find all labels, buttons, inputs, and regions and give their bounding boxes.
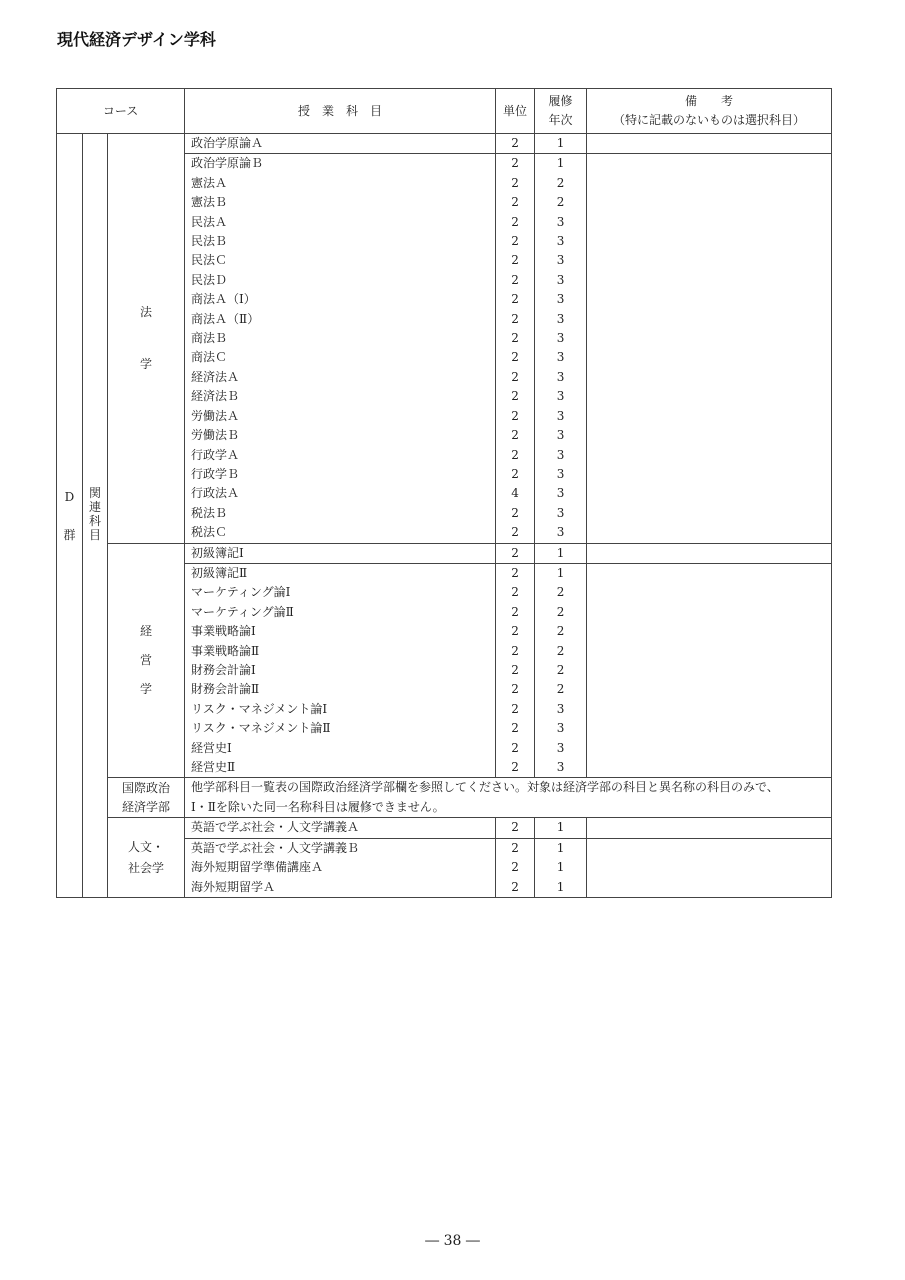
subject-cell: 民法Ａ — [185, 213, 496, 232]
units-cell: 2 — [496, 290, 535, 309]
table-row-international — [57, 778, 832, 818]
subject-cell: 商法Ｃ — [185, 348, 496, 367]
table-row — [57, 134, 832, 154]
units-cell: 2 — [496, 563, 535, 583]
units-cell: 2 — [496, 739, 535, 758]
remarks-cell — [587, 603, 832, 622]
remarks-cell — [587, 818, 832, 838]
subject-cell: 英語で学ぶ社会・人文学講義Ａ — [185, 818, 496, 838]
remarks-cell — [587, 523, 832, 543]
year-cell: 3 — [535, 290, 587, 309]
units-cell: 2 — [496, 387, 535, 406]
remarks-cell — [587, 878, 832, 898]
subject-cell: 税法Ｃ — [185, 523, 496, 543]
section-label-char: 学 — [140, 357, 153, 372]
year-cell: 3 — [535, 504, 587, 523]
international-label-line1: 国際政治 — [122, 780, 171, 795]
group-label-line1: D — [64, 489, 75, 504]
subject-cell: 行政法Ａ — [185, 484, 496, 503]
year-cell: 2 — [535, 193, 587, 212]
units-cell: 2 — [496, 818, 535, 838]
year-cell: 2 — [535, 622, 587, 641]
subject-cell: 経営史Ⅱ — [185, 758, 496, 778]
year-cell: 3 — [535, 739, 587, 758]
section-label-char: 学 — [140, 681, 153, 696]
remarks-cell — [587, 193, 832, 212]
section-label-text — [140, 286, 152, 390]
subject-cell: 政治学原論Ａ — [185, 134, 496, 154]
section-label-text — [140, 617, 152, 704]
humanities-label-line1: 人文・ — [128, 839, 165, 854]
subject-cell: 憲法Ａ — [185, 174, 496, 193]
subject-cell: 行政学Ｂ — [185, 465, 496, 484]
remarks-cell — [587, 465, 832, 484]
units-cell: 2 — [496, 368, 535, 387]
year-cell: 1 — [535, 838, 587, 858]
subject-cell: 商法Ａ（Ⅰ） — [185, 290, 496, 309]
units-cell: 2 — [496, 426, 535, 445]
remarks-cell — [587, 758, 832, 778]
year-cell: 3 — [535, 271, 587, 290]
international-notice-line2: Ⅰ・Ⅱを除いた同一名称科目は履修できません。 — [191, 799, 445, 814]
year-cell: 2 — [535, 661, 587, 680]
remarks-cell — [587, 213, 832, 232]
remarks-cell — [587, 739, 832, 758]
year-cell: 3 — [535, 523, 587, 543]
year-cell: 3 — [535, 213, 587, 232]
section-label-char: 法 — [140, 305, 153, 320]
remarks-cell — [587, 407, 832, 426]
remarks-cell — [587, 563, 832, 583]
table-header-row — [57, 89, 832, 134]
international-label-line2: 経済学部 — [122, 799, 171, 814]
year-cell: 1 — [535, 818, 587, 838]
year-cell: 3 — [535, 348, 587, 367]
remarks-cell — [587, 368, 832, 387]
remarks-cell — [587, 642, 832, 661]
year-cell: 3 — [535, 758, 587, 778]
header-year-line1: 履修 — [548, 94, 573, 108]
group-label-text — [63, 478, 75, 554]
remarks-cell — [587, 426, 832, 445]
category-label — [83, 134, 108, 898]
remarks-cell — [587, 329, 832, 348]
header-remarks — [587, 89, 832, 134]
remarks-cell — [587, 838, 832, 858]
year-cell: 2 — [535, 174, 587, 193]
units-cell: 2 — [496, 603, 535, 622]
remarks-cell — [587, 700, 832, 719]
subject-cell: 経済法Ａ — [185, 368, 496, 387]
year-cell: 1 — [535, 563, 587, 583]
subject-cell: 商法Ａ（Ⅱ） — [185, 310, 496, 329]
subject-cell: リスク・マネジメント論Ⅰ — [185, 700, 496, 719]
subject-cell: マーケティング論Ⅰ — [185, 583, 496, 602]
remarks-cell — [587, 622, 832, 641]
header-remarks-line1: 備 考 — [685, 94, 734, 108]
units-cell: 2 — [496, 174, 535, 193]
remarks-cell — [587, 484, 832, 503]
year-cell: 3 — [535, 368, 587, 387]
remarks-cell — [587, 154, 832, 174]
year-cell: 2 — [535, 680, 587, 699]
header-year — [535, 89, 587, 134]
units-cell: 2 — [496, 523, 535, 543]
subject-cell: 財務会計論Ⅰ — [185, 661, 496, 680]
remarks-cell — [587, 348, 832, 367]
curriculum-table — [56, 88, 832, 898]
units-cell: 2 — [496, 154, 535, 174]
subject-cell: マーケティング論Ⅱ — [185, 603, 496, 622]
units-cell: 2 — [496, 543, 535, 563]
units-cell: 2 — [496, 719, 535, 738]
year-cell: 2 — [535, 642, 587, 661]
remarks-cell — [587, 232, 832, 251]
humanities-label-text — [128, 837, 164, 879]
units-cell: 2 — [496, 251, 535, 270]
remarks-cell — [587, 271, 832, 290]
table-row — [57, 543, 832, 563]
subject-cell: 民法Ｂ — [185, 232, 496, 251]
subject-cell: 経営史Ⅰ — [185, 739, 496, 758]
remarks-cell — [587, 661, 832, 680]
subject-cell: リスク・マネジメント論Ⅱ — [185, 719, 496, 738]
units-cell: 2 — [496, 310, 535, 329]
year-cell: 3 — [535, 407, 587, 426]
header-subject: 授 業 科 目 — [185, 89, 496, 134]
subject-cell: 海外短期留学Ａ — [185, 878, 496, 898]
remarks-cell — [587, 174, 832, 193]
remarks-cell — [587, 290, 832, 309]
units-cell: 2 — [496, 348, 535, 367]
units-cell: 2 — [496, 465, 535, 484]
subject-cell: 政治学原論Ｂ — [185, 154, 496, 174]
section-label — [108, 543, 185, 778]
group-label-line2: 群 — [63, 527, 76, 542]
units-cell: 2 — [496, 504, 535, 523]
subject-cell: 税法Ｂ — [185, 504, 496, 523]
year-cell: 2 — [535, 583, 587, 602]
subject-cell: 労働法Ｂ — [185, 426, 496, 445]
header-year-line2: 年次 — [548, 113, 573, 127]
subject-cell: 行政学Ａ — [185, 446, 496, 465]
table-body — [57, 134, 832, 898]
year-cell: 3 — [535, 700, 587, 719]
header-remarks-line2: （特に記載のないものは選択科目） — [613, 113, 806, 127]
units-cell: 2 — [496, 232, 535, 251]
year-cell: 3 — [535, 310, 587, 329]
humanities-label — [108, 818, 185, 898]
category-label-text: 関連科目 — [88, 485, 101, 542]
section-label-char: 営 — [140, 652, 153, 667]
humanities-label-line2: 社会学 — [128, 860, 165, 875]
remarks-cell — [587, 310, 832, 329]
subject-cell: 財務会計論Ⅱ — [185, 680, 496, 699]
year-cell: 3 — [535, 719, 587, 738]
year-cell: 2 — [535, 603, 587, 622]
units-cell: 2 — [496, 329, 535, 348]
units-cell: 2 — [496, 858, 535, 877]
section-label-char: 経 — [140, 623, 153, 638]
subject-cell: 労働法Ａ — [185, 407, 496, 426]
year-cell: 3 — [535, 329, 587, 348]
subject-cell: 海外短期留学準備講座Ａ — [185, 858, 496, 877]
units-cell: 2 — [496, 622, 535, 641]
section-label — [108, 134, 185, 544]
subject-cell: 商法Ｂ — [185, 329, 496, 348]
remarks-cell — [587, 543, 832, 563]
subject-cell: 初級簿記Ⅰ — [185, 543, 496, 563]
year-cell: 3 — [535, 465, 587, 484]
international-label — [108, 778, 185, 818]
remarks-cell — [587, 387, 832, 406]
units-cell: 2 — [496, 407, 535, 426]
units-cell: 2 — [496, 758, 535, 778]
year-cell: 3 — [535, 446, 587, 465]
year-cell: 1 — [535, 134, 587, 154]
units-cell: 2 — [496, 680, 535, 699]
year-cell: 1 — [535, 154, 587, 174]
remarks-cell — [587, 134, 832, 154]
subject-cell: 経済法Ｂ — [185, 387, 496, 406]
page-title: 現代経済デザイン学科 — [57, 30, 216, 49]
year-cell: 3 — [535, 232, 587, 251]
subject-cell: 民法Ｃ — [185, 251, 496, 270]
page-number: ― 38 ― — [425, 1233, 480, 1249]
units-cell: 2 — [496, 700, 535, 719]
units-cell: 2 — [496, 446, 535, 465]
units-cell: 2 — [496, 193, 535, 212]
header-units: 単位 — [496, 89, 535, 134]
remarks-cell — [587, 680, 832, 699]
group-label — [57, 134, 83, 898]
international-label-text — [122, 779, 170, 817]
subject-cell: 事業戦略論Ⅰ — [185, 622, 496, 641]
units-cell: 2 — [496, 642, 535, 661]
units-cell: 4 — [496, 484, 535, 503]
remarks-cell — [587, 446, 832, 465]
units-cell: 2 — [496, 583, 535, 602]
year-cell: 3 — [535, 426, 587, 445]
remarks-cell — [587, 504, 832, 523]
units-cell: 2 — [496, 213, 535, 232]
subject-cell: 民法Ｄ — [185, 271, 496, 290]
international-notice-line1: 他学部科目一覧表の国際政治経済学部欄を参照してください。対象は経済学部の科目と異名称の科目のみで、 — [191, 780, 779, 795]
remarks-cell — [587, 583, 832, 602]
year-cell: 3 — [535, 251, 587, 270]
table-row — [57, 818, 832, 838]
year-cell: 3 — [535, 387, 587, 406]
units-cell: 2 — [496, 271, 535, 290]
year-cell: 1 — [535, 878, 587, 898]
units-cell: 2 — [496, 838, 535, 858]
subject-cell: 初級簿記Ⅱ — [185, 563, 496, 583]
subject-cell: 憲法Ｂ — [185, 193, 496, 212]
year-cell: 3 — [535, 484, 587, 503]
units-cell: 2 — [496, 134, 535, 154]
year-cell: 1 — [535, 543, 587, 563]
units-cell: 2 — [496, 661, 535, 680]
units-cell: 2 — [496, 878, 535, 898]
year-cell: 1 — [535, 858, 587, 877]
international-notice — [185, 778, 832, 818]
remarks-cell — [587, 858, 832, 877]
remarks-cell — [587, 719, 832, 738]
header-course: コース — [57, 89, 185, 134]
subject-cell: 事業戦略論Ⅱ — [185, 642, 496, 661]
subject-cell: 英語で学ぶ社会・人文学講義Ｂ — [185, 838, 496, 858]
remarks-cell — [587, 251, 832, 270]
